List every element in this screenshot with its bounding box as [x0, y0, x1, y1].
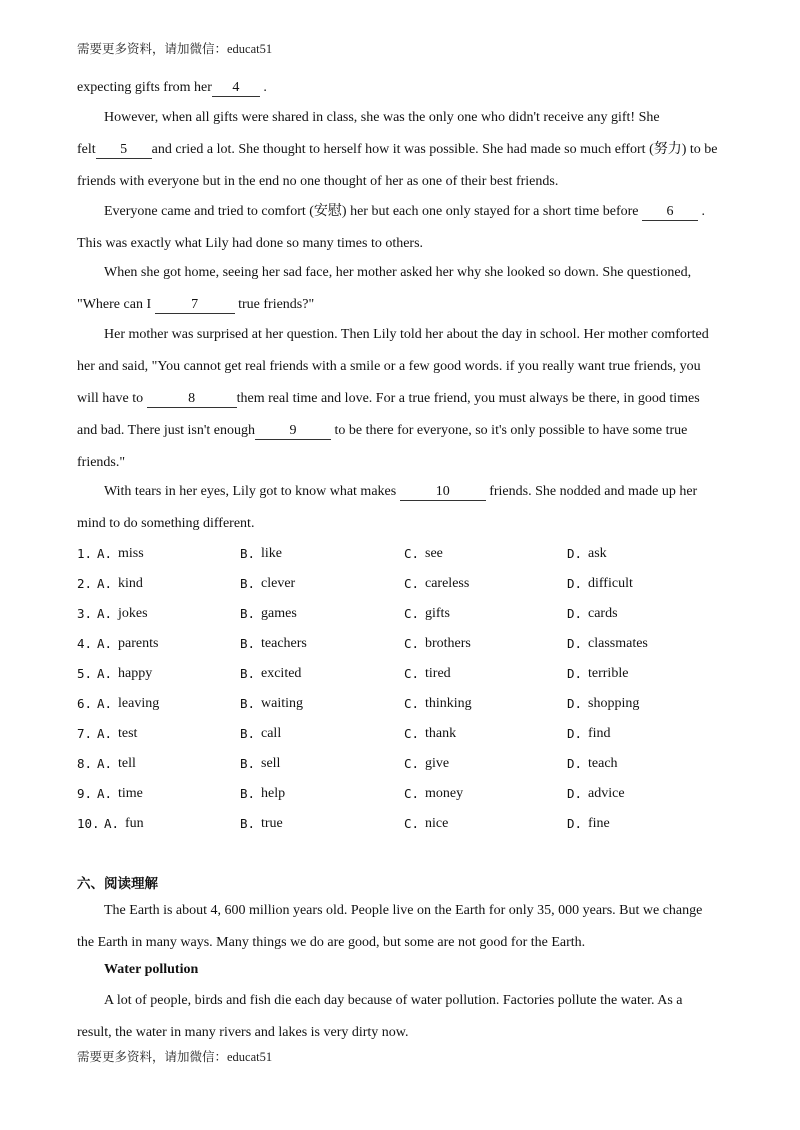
- option-letter-a: A.: [97, 546, 113, 561]
- option-letter-a: A.: [97, 606, 113, 621]
- blank-6: 6: [642, 204, 698, 221]
- option-letter-b: B.: [240, 756, 256, 771]
- option-b: sell: [261, 756, 281, 771]
- text-span: and bad. There just isn't enough: [77, 423, 256, 438]
- option-row-6: [0, 694, 800, 714]
- passage-line: However, when all gifts were shared in class, she was the only one who didn't receive any gift! She: [104, 110, 660, 125]
- option-a: kind: [118, 576, 143, 591]
- passage-line: [77, 78, 267, 98]
- text-span: Everyone came and tried to comfort (安慰) her but each one only stayed for a short time before: [104, 204, 643, 219]
- option-row-5: [0, 664, 800, 684]
- option-a: miss: [118, 546, 144, 561]
- option-d: advice: [588, 786, 625, 801]
- text-span: friends. She nodded and made up her: [485, 484, 698, 499]
- text-span: will have to: [77, 391, 147, 406]
- option-a: fun: [125, 816, 144, 831]
- option-letter-a: A.: [97, 726, 113, 741]
- option-a: jokes: [118, 606, 148, 621]
- blank-10: 10: [400, 484, 486, 501]
- passage-line: [77, 295, 314, 315]
- text-span: .: [698, 204, 706, 219]
- passage-line: mind to do something different.: [77, 516, 255, 531]
- option-d: fine: [588, 816, 610, 831]
- option-letter-d: D.: [567, 666, 583, 681]
- option-a: leaving: [118, 696, 160, 711]
- option-letter-b: B.: [240, 786, 256, 801]
- option-b: teachers: [261, 636, 307, 651]
- passage-line: When she got home, seeing her sad face, her mother asked her why she looked so down. She questioned,: [104, 265, 692, 280]
- option-d: difficult: [588, 576, 633, 591]
- option-c: see: [425, 546, 443, 561]
- reading-line: A lot of people, birds and fish die each day because of water pollution. Factories pollute the water. As a: [104, 993, 683, 1008]
- option-letter-b: B.: [240, 816, 256, 831]
- option-letter-d: D.: [567, 756, 583, 771]
- blank-7: 7: [155, 297, 235, 314]
- option-d: teach: [588, 756, 618, 771]
- option-c: thank: [425, 726, 457, 741]
- option-a: time: [118, 786, 143, 801]
- option-letter-b: B.: [240, 666, 256, 681]
- question-number: 7.: [77, 726, 93, 741]
- option-d: shopping: [588, 696, 640, 711]
- option-letter-a: A.: [97, 666, 113, 681]
- option-letter-a: A.: [97, 696, 113, 711]
- option-d: ask: [588, 546, 607, 561]
- option-letter-b: B.: [240, 606, 256, 621]
- option-letter-d: D.: [567, 726, 583, 741]
- question-number: 1.: [77, 546, 93, 561]
- option-b: like: [261, 546, 282, 561]
- option-b: clever: [261, 576, 296, 591]
- question-number: 8.: [77, 756, 93, 771]
- option-row-2: [0, 574, 800, 594]
- option-b: excited: [261, 666, 302, 681]
- option-letter-d: D.: [567, 816, 583, 831]
- option-b: games: [261, 606, 297, 621]
- option-row-8: [0, 754, 800, 774]
- passage-line: Her mother was surprised at her question. Then Lily told her about the day in school. Her mother comforted: [104, 327, 709, 342]
- passage-line: friends.": [77, 455, 126, 470]
- option-letter-a: A.: [97, 786, 113, 801]
- question-number: 3.: [77, 606, 93, 621]
- text-span: them real time and love. For a true friend, you must always be there, in good times: [236, 391, 700, 406]
- passage-line: her and said, "You cannot get real friends with a smile or a few good words. if you really want true friends, you: [77, 359, 701, 374]
- reading-line: the Earth in many ways. Many things we do are good, but some are not good for the Earth.: [77, 935, 586, 950]
- option-c: tired: [425, 666, 451, 681]
- blank-8: 8: [147, 391, 237, 408]
- option-c: give: [425, 756, 450, 771]
- option-letter-a: A.: [97, 636, 113, 651]
- option-c: thinking: [425, 696, 472, 711]
- option-a: happy: [118, 666, 153, 681]
- passage-line: This was exactly what Lily had done so many times to others.: [77, 236, 424, 251]
- option-letter-c: C.: [404, 546, 420, 561]
- question-number: 10.: [77, 816, 100, 831]
- option-letter-b: B.: [240, 546, 256, 561]
- question-number: 5.: [77, 666, 93, 681]
- option-letter-d: D.: [567, 636, 583, 651]
- option-row-10: [0, 814, 800, 834]
- question-number: 4.: [77, 636, 93, 651]
- option-c: brothers: [425, 636, 471, 651]
- passage-line: [77, 421, 687, 441]
- reading-line: The Earth is about 4, 600 million years old. People live on the Earth for only 35, 000 years. But we change: [104, 903, 703, 918]
- text-span: expecting gifts from her: [77, 80, 212, 95]
- option-b: call: [261, 726, 282, 741]
- option-letter-d: D.: [567, 576, 583, 591]
- option-c: money: [425, 786, 464, 801]
- text-span: felt: [77, 142, 96, 157]
- option-letter-c: C.: [404, 576, 420, 591]
- page-header: 需要更多资料，请加微信：educat51: [77, 42, 273, 56]
- text-span: .: [259, 80, 267, 95]
- option-letter-c: C.: [404, 786, 420, 801]
- option-letter-c: C.: [404, 696, 420, 711]
- option-letter-d: D.: [567, 786, 583, 801]
- option-a: tell: [118, 756, 136, 771]
- option-row-1: [0, 544, 800, 564]
- option-b: waiting: [261, 696, 303, 711]
- reading-line: result, the water in many rivers and lakes is very dirty now.: [77, 1025, 409, 1040]
- text-span: and cried a lot. She thought to herself how it was possible. She had made so much effort (努力) to be: [151, 142, 718, 157]
- option-row-4: [0, 634, 800, 654]
- option-d: classmates: [588, 636, 648, 651]
- option-letter-c: C.: [404, 816, 420, 831]
- option-d: cards: [588, 606, 618, 621]
- question-number: 9.: [77, 786, 93, 801]
- option-letter-a: A.: [97, 576, 113, 591]
- option-letter-b: B.: [240, 696, 256, 711]
- passage-line: [104, 202, 705, 222]
- option-letter-c: C.: [404, 726, 420, 741]
- page-footer: 需要更多资料，请加微信：educat51: [77, 1050, 273, 1064]
- blank-9: 9: [255, 423, 331, 440]
- option-row-9: [0, 784, 800, 804]
- option-b: help: [261, 786, 286, 801]
- passage-line: friends with everyone but in the end no one thought of her as one of their best friends.: [77, 174, 559, 189]
- option-letter-d: D.: [567, 546, 583, 561]
- option-letter-b: B.: [240, 576, 256, 591]
- passage-line: [104, 482, 697, 502]
- blank-4: 4: [212, 80, 260, 97]
- subheading: Water pollution: [104, 962, 199, 977]
- blank-5: 5: [96, 142, 152, 159]
- option-letter-c: C.: [404, 666, 420, 681]
- passage-line: [77, 389, 700, 409]
- text-span: to be there for everyone, so it's only possible to have some true: [331, 423, 688, 438]
- option-letter-d: D.: [567, 696, 583, 711]
- option-letter-c: C.: [404, 636, 420, 651]
- option-row-3: [0, 604, 800, 624]
- question-number: 6.: [77, 696, 93, 711]
- option-c: gifts: [425, 606, 450, 621]
- section-heading: 六、阅读理解: [77, 876, 158, 892]
- option-d: terrible: [588, 666, 629, 681]
- option-letter-b: B.: [240, 726, 256, 741]
- option-a: parents: [118, 636, 159, 651]
- option-c: nice: [425, 816, 449, 831]
- option-letter-a: A.: [104, 816, 120, 831]
- text-span: true friends?": [234, 297, 315, 312]
- option-letter-c: C.: [404, 606, 420, 621]
- question-number: 2.: [77, 576, 93, 591]
- option-a: test: [118, 726, 138, 741]
- option-letter-d: D.: [567, 606, 583, 621]
- option-b: true: [261, 816, 283, 831]
- option-row-7: [0, 724, 800, 744]
- option-letter-a: A.: [97, 756, 113, 771]
- text-span: With tears in her eyes, Lily got to know what makes: [104, 484, 400, 499]
- option-letter-c: C.: [404, 756, 420, 771]
- option-d: find: [588, 726, 611, 741]
- option-c: careless: [425, 576, 470, 591]
- text-span: "Where can I: [77, 297, 155, 312]
- option-letter-b: B.: [240, 636, 256, 651]
- passage-line: [77, 140, 718, 160]
